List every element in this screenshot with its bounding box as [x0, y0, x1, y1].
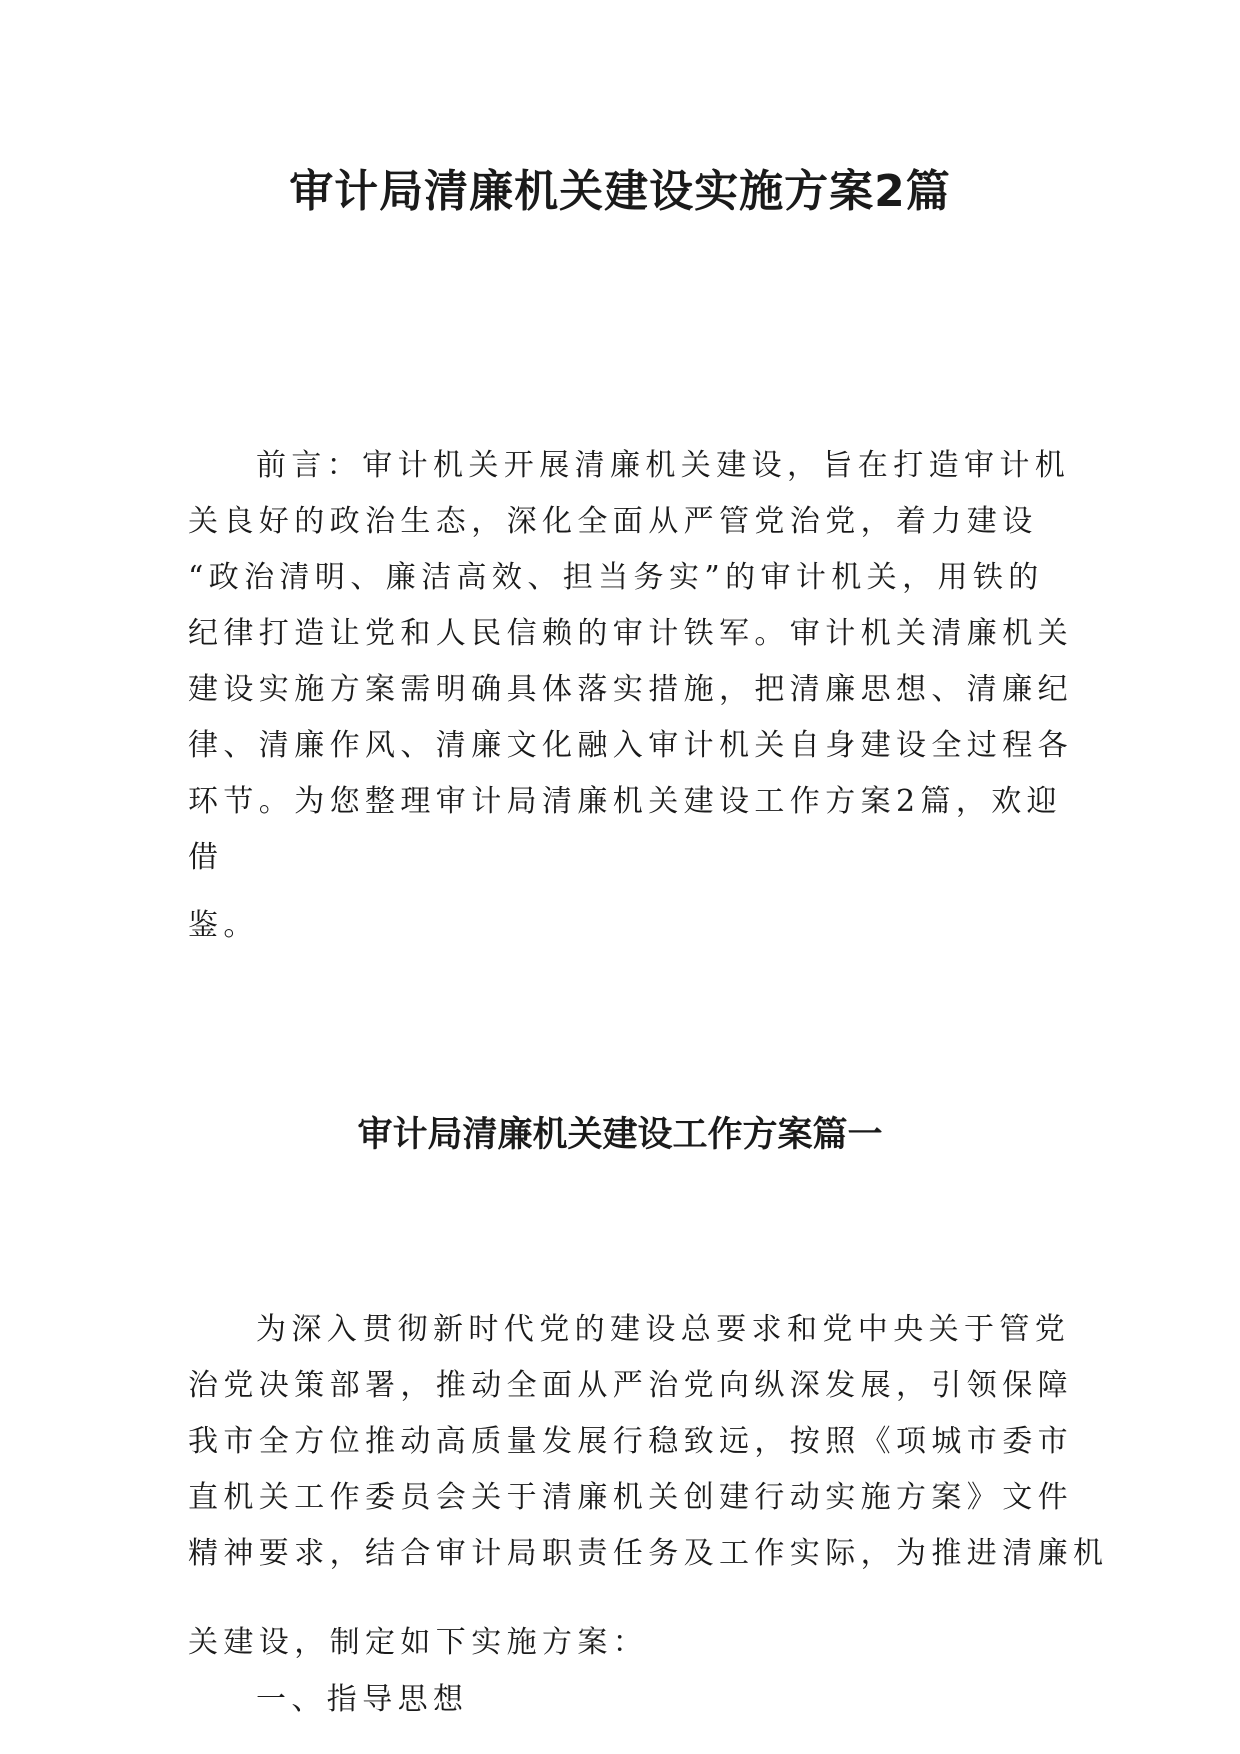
intro-tail-line [188, 1615, 1056, 1671]
preface-line: 律、清廉作风、清廉文化融入审计机关自身建设全过程各 [188, 728, 1073, 763]
preface-line: 借 [188, 840, 224, 875]
preface-line: 前言：审计机关开展清廉机关建设，旨在打造审计机 [256, 448, 1071, 483]
preface-line: 关良好的政治生态，深化全面从严管党治党，着力建设 [188, 504, 1038, 539]
preface-line: 环节。为您整理审计局清廉机关建设工作方案2篇，欢迎 [188, 784, 1063, 819]
intro-line: 治党决策部署，推动全面从严治党向纵深发展，引领保障 [188, 1368, 1073, 1403]
subheading-guiding-ideology [188, 1672, 1056, 1728]
intro-line: 为深入贯彻新时代党的建设总要求和党中央关于管党 [256, 1312, 1071, 1347]
intro-paragraph [188, 1302, 1109, 1582]
intro-line: 直机关工作委员会关于清廉机关创建行动实施方案》文件 [188, 1480, 1073, 1515]
preface-line: 纪律打造让党和人民信赖的审计铁军。审计机关清廉机关 [188, 616, 1073, 651]
preface-paragraph [188, 438, 1073, 954]
preface-line: 鉴。 [188, 908, 259, 943]
document-title: 审计局清廉机关建设实施方案2篇 [289, 166, 951, 217]
subheading-text: 一、指导思想 [256, 1682, 469, 1717]
intro-tail-text: 关建设，制定如下实施方案： [188, 1625, 649, 1660]
intro-line: 我市全方位推动高质量发展行稳致远，按照《项城市委市 [188, 1424, 1073, 1459]
preface-line: 建设实施方案需明确具体落实措施，把清廉思想、清廉纪 [188, 672, 1073, 707]
intro-line: 精神要求，结合审计局职责任务及工作实际，为推进清廉机 [188, 1536, 1109, 1571]
preface-line: “政治清明、廉洁高效、担当务实”的审计机关，用铁的 [188, 560, 1044, 595]
section-title: 审计局清廉机关建设工作方案篇一 [357, 1115, 883, 1155]
